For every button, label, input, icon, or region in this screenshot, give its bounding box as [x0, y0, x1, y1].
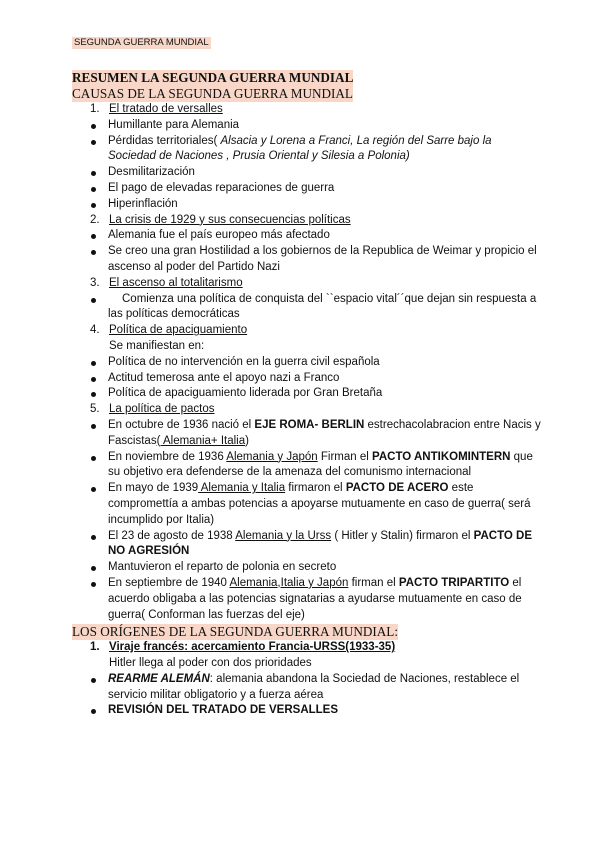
section-heading-origenes: LOS ORÍGENES DE LA SEGUNDA GUERRA MUNDIAL: [72, 624, 399, 640]
list-item: El 23 de agosto de 1938 Alemania y la Urss ( Hitler y Stalin) firmaron el PACTO DE NO AGRESIÓN [72, 529, 542, 561]
bullet-icon [91, 361, 96, 366]
list-item: Política de apaciguamiento liderada por Gran Bretaña [72, 386, 542, 402]
list-item: REVISIÓN DEL TRATADO DE VERSALLES [72, 703, 542, 719]
list-item: Pérdidas territoriales( Alsacia y Lorena a Franci, La región del Sarre bajo la Sociedad de Naciones , Prusia Oriental y Silesia a Polonia) [72, 134, 542, 166]
cause-heading: El ascenso al totalitarismo [109, 276, 243, 289]
document-title: RESUMEN LA SEGUNDA GUERRA MUNDIAL [72, 70, 354, 85]
bullet-list [72, 418, 542, 623]
cause-item: 3. El ascenso al totalitarismo [90, 276, 243, 289]
bullet-icon [91, 456, 96, 461]
bullet-icon [91, 487, 96, 492]
paragraph: Hitler llega al poder con dos prioridades [109, 657, 312, 670]
cause-heading: La política de pactos [109, 403, 215, 416]
bullet-icon [91, 298, 96, 303]
bullet-icon [91, 234, 96, 239]
bullet-icon [91, 250, 96, 255]
bullet-icon [91, 424, 96, 429]
list-item: Se creo una gran Hostilidad a los gobiernos de la Republica de Weimar y propicio el ascenso al poder del Partido Nazi [72, 244, 542, 276]
list-item: Actitud temerosa ante el apoyo nazi a Franco [72, 371, 542, 387]
list-item: En septiembre de 1940 Alemania,Italia y Japón firman el PACTO TRIPARTITO el acuerdo obligaba a las potencias signatarias a ayudarse mutuamente en caso de guerra( Conforman las fuerzas del eje) [72, 576, 542, 623]
bullet-icon [91, 535, 96, 540]
list-item: Hiperinflación [72, 197, 542, 213]
causes-list [72, 102, 542, 118]
bullet-icon [91, 203, 96, 208]
cause-heading: La crisis de 1929 y sus consecuencias políticas [109, 213, 351, 226]
list-item: Desmilitarización [72, 165, 542, 181]
cause-item: 4. Política de apaciguamiento [90, 324, 248, 337]
list-item: Comienza una política de conquista del ``espacio vital´´que dejan sin respuesta a las políticas democráticas [72, 292, 542, 324]
bullet-list [72, 228, 542, 275]
bullet-list [72, 672, 542, 719]
list-item: Alemania fue el país europeo más afectado [72, 228, 542, 244]
list-item: El pago de elevadas reparaciones de guerra [72, 181, 542, 197]
list-item: Humillante para Alemania [72, 118, 542, 134]
bullet-icon [91, 566, 96, 571]
cause-item: 5. La política de pactos [90, 403, 215, 416]
origin-item: 1. Viraje francés: acercamiento Francia-URSS(1933-35) [90, 641, 396, 654]
list-item: Mantuvieron el reparto de polonia en secreto [72, 560, 542, 576]
list-item: Política de no intervención en la guerra civil española [72, 355, 542, 371]
list-item: En mayo de 1939 Alemania y Italia firmaron el PACTO DE ACERO este compromettía a ambas potencias a apoyarse mutuamente en caso de guerra( será incumplido por Italia) [72, 481, 542, 528]
list-item: En octubre de 1936 nació el EJE ROMA- BERLIN estrechacolabracion entre Nacis y Fascistas( Alemania+ Italia) [72, 418, 542, 450]
paragraph: Se manifiestan en: [109, 339, 205, 352]
bullet-icon [91, 709, 96, 714]
origin-heading: Viraje francés: acercamiento Francia-URSS(1933-35) [109, 641, 396, 654]
bullet-icon [91, 377, 96, 382]
bullet-list [72, 355, 542, 402]
bullet-icon [91, 392, 96, 397]
bullet-list [72, 292, 542, 324]
cause-item: 2. La crisis de 1929 y sus consecuencias políticas [90, 213, 351, 226]
cause-heading: El tratado de versalles [109, 103, 223, 115]
bullet-icon [91, 140, 96, 145]
bullet-icon [91, 124, 96, 129]
list-item: REARME ALEMÁN: alemania abandona la Sociedad de Naciones, restablece el servicio militar obligatorio y a fuerza aérea [72, 672, 542, 704]
bullet-icon [91, 187, 96, 192]
cause-item: 1. El tratado de versalles [90, 103, 223, 115]
cause-heading: Política de apaciguamiento [109, 324, 248, 337]
section-heading-causas: CAUSAS DE LA SEGUNDA GUERRA MUNDIAL [72, 86, 353, 101]
bullet-icon [91, 171, 96, 176]
page-header: SEGUNDA GUERRA MUNDIAL [74, 37, 209, 48]
document-body [72, 70, 542, 719]
bullet-icon [91, 582, 96, 587]
list-item: En noviembre de 1936 Alemania y Japón Firman el PACTO ANTIKOMINTERN que su objetivo era defenderse de la amenaza del comunismo internacional [72, 450, 542, 482]
bullet-list [72, 118, 542, 213]
bullet-icon [91, 678, 96, 683]
